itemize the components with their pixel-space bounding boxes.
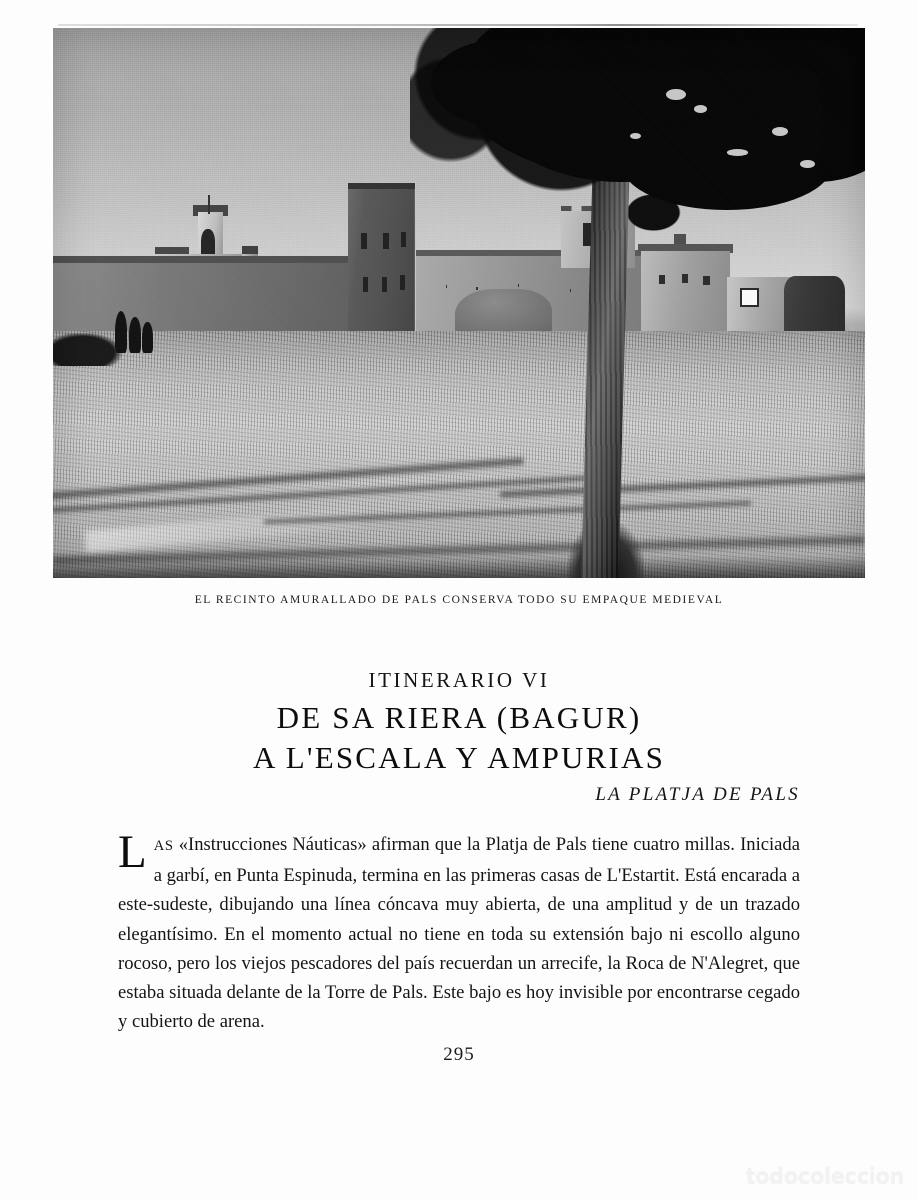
arrow-slit bbox=[382, 277, 387, 292]
arrow-slit bbox=[401, 232, 406, 247]
square-keep-tower bbox=[348, 183, 416, 351]
foreground-shadow bbox=[53, 556, 865, 578]
canopy-light-gap bbox=[727, 149, 748, 156]
drop-cap: L bbox=[118, 826, 147, 878]
keep-lit-edge bbox=[415, 183, 416, 351]
photograph-figure bbox=[53, 28, 865, 578]
canopy-light-gap bbox=[630, 133, 641, 140]
itinerary-label: ITINERARIO VI bbox=[368, 668, 550, 692]
page-number: 295 bbox=[443, 1044, 475, 1065]
title-line-1: DE SA RIERA (BAGUR) bbox=[276, 700, 642, 735]
watermark-todocoleccion: todocoleccion bbox=[745, 1164, 904, 1188]
wall-slit bbox=[518, 284, 519, 287]
section-heading: LA PLATJA DE PALS bbox=[595, 784, 800, 805]
arrow-slit bbox=[400, 275, 405, 290]
canopy-light-gap bbox=[772, 127, 788, 136]
photograph-image bbox=[53, 28, 865, 578]
canopy-light-gap bbox=[694, 105, 707, 113]
cypress-tree bbox=[115, 311, 127, 352]
canopy-light-gap bbox=[800, 160, 815, 168]
wall-slit bbox=[446, 285, 447, 288]
wall-slit bbox=[570, 289, 571, 292]
body-smallcaps: AS bbox=[153, 838, 174, 854]
grass-field bbox=[53, 331, 865, 579]
house-window bbox=[682, 274, 688, 283]
cypress-tree bbox=[142, 322, 153, 352]
arrow-slit bbox=[361, 233, 366, 248]
body-paragraph bbox=[118, 826, 800, 1036]
house-window bbox=[659, 275, 665, 284]
body-text-content: «Instrucciones Náuticas» afirman que la Platja de Pals tiene cuatro millas. Iniciada a garbí, en Punta Espinuda, termina en las primeras casas de L'Estartit. Está encarada a este-sudeste, dibujando una línea cóncava muy abierta, de una amplitud y de un trazado elegantísimo. En el momento actual no tiene en toda su extensión bajo ni escollo alguno rocoso, pero los viejos pescadores del país recuerdan un arrecife, la Roca de N'Alegret, que estaba situada delante de la Torre de Pals. Este bajo es hoy invisible por encontrarse cegado y cubierto de arena. bbox=[118, 834, 800, 1033]
scan-edge-line bbox=[58, 24, 858, 26]
canopy-light-gap bbox=[666, 89, 685, 100]
page-title bbox=[0, 698, 918, 777]
keep-parapet bbox=[348, 183, 416, 189]
house-window bbox=[703, 276, 709, 285]
tree-canopy-edge bbox=[410, 28, 865, 193]
title-line-2: A L'ESCALA Y AMPURIAS bbox=[252, 739, 666, 775]
arrow-slit bbox=[363, 277, 368, 292]
wall-slit bbox=[476, 287, 477, 290]
arrow-slit bbox=[383, 233, 388, 248]
cypress-tree bbox=[129, 317, 140, 353]
house-bright-window bbox=[740, 288, 759, 307]
photograph-caption: EL RECINTO AMURALLADO DE PALS CONSERVA TODO SU EMPAQUE MEDIEVAL bbox=[194, 594, 724, 606]
